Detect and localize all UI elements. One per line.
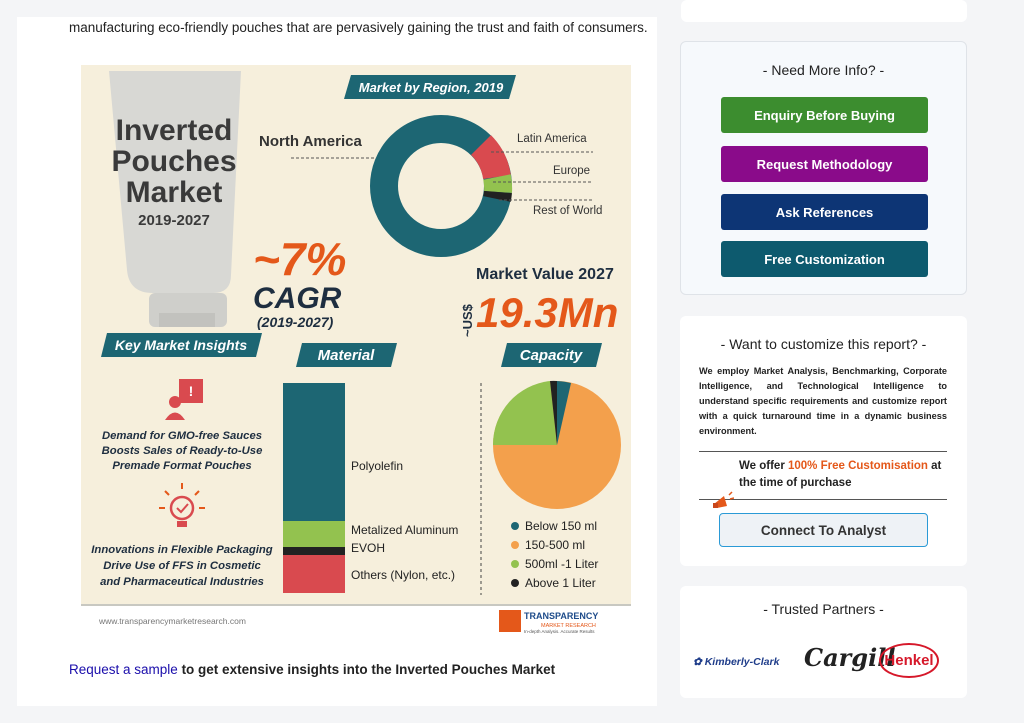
insight2-line1: Innovations in Flexible Packaging: [91, 544, 273, 556]
market-infographic: [81, 65, 631, 637]
insights-banner: Key Market Insights: [114, 337, 248, 353]
capacity-legend-4: Above 1 Liter: [525, 576, 596, 590]
references-button-label: Ask References: [775, 204, 874, 220]
title-years: 2019-2027: [138, 212, 210, 229]
cagr-label: CAGR: [253, 282, 342, 315]
customize-report-card: [680, 316, 967, 566]
label-rest-of-world: Rest of World: [533, 205, 603, 217]
free-customization-button[interactable]: [721, 241, 928, 277]
label-latin-america: Latin America: [517, 133, 587, 145]
top-card-stub: [681, 0, 967, 22]
insight1-line2: Boosts Sales of Ready-to-Use: [101, 445, 263, 457]
divider-bottom: [699, 499, 947, 500]
material-stacked-bar: [283, 383, 345, 593]
cagr-value: ~7%: [253, 233, 347, 285]
material-evoh: EVOH: [351, 541, 386, 555]
title-line2: Pouches: [111, 145, 237, 178]
region-banner: Market by Region, 2019: [358, 80, 504, 95]
enquiry-before-buying-button[interactable]: [721, 97, 928, 133]
intro-paragraph: manufacturing eco-friendly pouches that are pervasively gaining the trust and faith of consumers.: [69, 20, 648, 35]
market-value-label: Market Value 2027: [476, 266, 614, 283]
brand-line2: MARKET RESEARCH: [541, 623, 596, 629]
request-methodology-button[interactable]: [721, 146, 928, 182]
capacity-banner: Capacity: [519, 347, 583, 364]
insight2-line2: Drive Use of FFS in Cosmetic: [103, 560, 261, 572]
sample-text: to get extensive insights into the Inverted Pouches Market: [177, 662, 556, 677]
capacity-legend-3: 500ml -1 Liter: [525, 557, 599, 571]
sidebar: [665, 0, 1007, 706]
enquiry-button-label: Enquiry Before Buying: [754, 107, 895, 123]
info-heading: - Need More Info? -: [762, 62, 885, 78]
brand-logo-icon: [499, 610, 521, 632]
infographic-graphic: [81, 65, 631, 637]
insight1-line1: Demand for GMO-free Sauces: [101, 430, 263, 442]
label-north-america: North America: [259, 133, 362, 150]
capacity-pie-chart: [493, 381, 621, 509]
market-value-prefix: ~US$: [460, 304, 475, 337]
capacity-legend: [511, 522, 519, 587]
material-banner: Material: [317, 347, 375, 364]
sample-sentence: [69, 662, 555, 677]
divider-top: [699, 451, 947, 452]
customization-button-label: Free Customization: [764, 251, 885, 267]
region-donut-chart: [384, 129, 498, 243]
market-value: 19.3Mn: [476, 289, 619, 336]
title-line3: Market: [125, 176, 223, 209]
offer-prefix: We offer: [739, 460, 788, 472]
request-sample-link[interactable]: Request a sample: [69, 662, 178, 677]
cargill-logo: Cargill: [804, 643, 896, 672]
material-polyolefin: Polyolefin: [351, 459, 404, 473]
brand-line1: TRANSPARENCY: [524, 611, 599, 621]
customize-heading: - Want to customize this report? -: [720, 336, 927, 352]
capacity-legend-1: Below 150 ml: [525, 519, 598, 533]
connect-to-analyst-button[interactable]: Connect To Analyst: [719, 513, 928, 547]
article-content: [17, 17, 657, 706]
partners-heading: - Trusted Partners -: [763, 601, 884, 617]
need-more-info-card: [680, 41, 967, 295]
customize-description: We employ Market Analysis, Benchmarking, Corporate Intelligence, and Technological Intelligence to understand specific requirements and customize report with a quick turnaround time in a dynamic business environment.: [699, 366, 947, 436]
title-line1: Inverted: [115, 114, 233, 147]
footer-url: www.transparencymarketresearch.com: [99, 616, 246, 626]
offer-suffix: at the time of purchase: [739, 460, 942, 489]
person-icon: [169, 396, 181, 408]
offer-text: [739, 458, 949, 492]
cagr-period: (2019-2027): [257, 314, 334, 330]
lightbulb-icon: [159, 483, 205, 527]
kimberly-clark-logo: ✿ Kimberly-Clark: [693, 656, 780, 668]
megaphone-icon: [710, 490, 734, 514]
trusted-partners-card: [680, 586, 967, 698]
methodology-button-label: Request Methodology: [756, 156, 893, 172]
henkel-logo: Henkel: [879, 643, 939, 678]
kimberly-clark-text: Kimberly-Clark: [704, 656, 780, 668]
material-others: Others (Nylon, etc.): [351, 568, 456, 582]
label-europe: Europe: [553, 165, 591, 177]
insight1-line3: Premade Format Pouches: [112, 460, 252, 472]
svg-text:!: !: [188, 383, 194, 399]
material-metalized: Metalized Aluminum: [351, 523, 459, 537]
capacity-legend-2: 150-500 ml: [525, 538, 586, 552]
insight2-line3: and Pharmaceutical Industries: [100, 576, 264, 588]
brand-tagline: In-depth Analysis. Accurate Results: [524, 629, 595, 634]
ask-references-button[interactable]: [721, 194, 928, 230]
offer-highlight: 100% Free Customisation: [788, 460, 928, 472]
